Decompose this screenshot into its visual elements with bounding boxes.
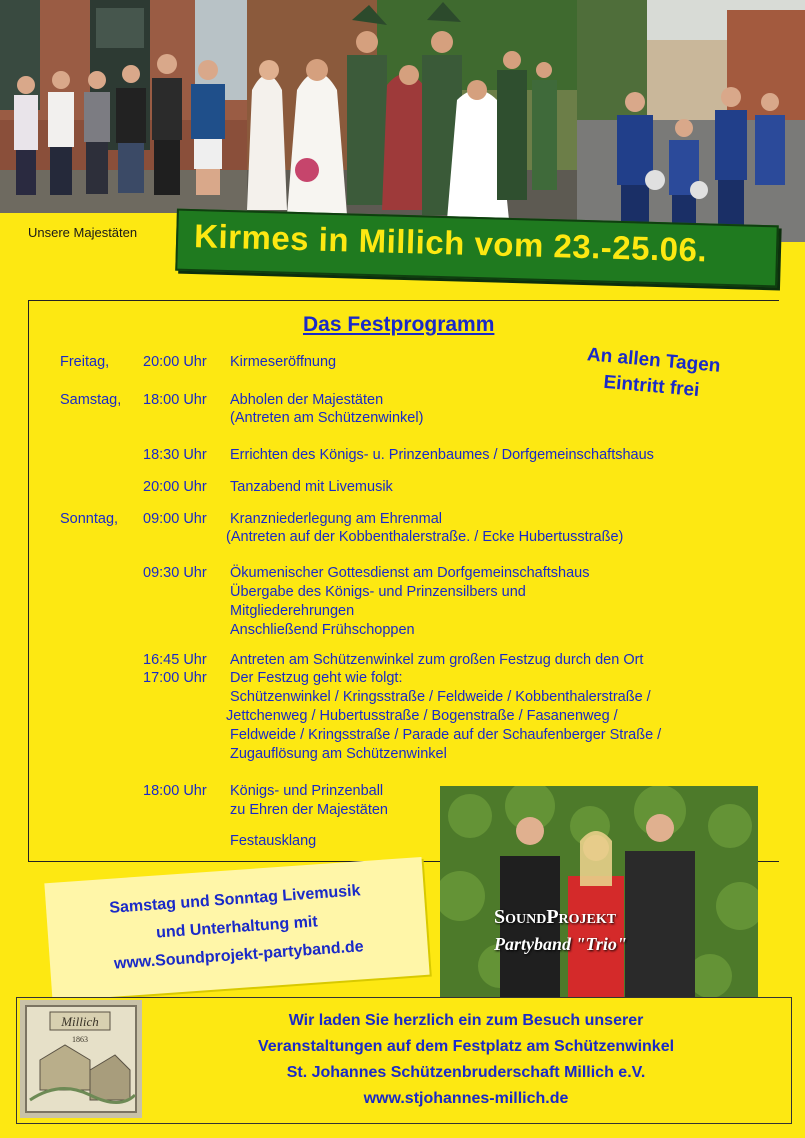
program-desc: Kranzniederlegung am Ehrenmal (230, 511, 442, 527)
program-desc: Kirmeseröffnung (230, 354, 337, 370)
program-desc-detail: zu Ehren der Majestäten (230, 802, 388, 818)
program-time: 20:00 Uhr (143, 479, 207, 495)
organizer-name: St. Johannes Schützenbruderschaft Millich e.V. (286, 1064, 646, 1081)
livemusic-line: Samstag und Sonntag Livemusik (108, 882, 362, 917)
band-name: SoundProjekt (494, 906, 617, 928)
program-desc: Der Festzug geht wie folgt: (230, 670, 403, 686)
free-entry-line: An allen Tagen (586, 344, 722, 377)
emblem-label: Millich (61, 1014, 99, 1029)
program-day: Freitag, (60, 354, 110, 370)
free-entry-line: Eintritt frei (602, 371, 701, 402)
parade-route: Zugauflösung am Schützenwinkel (230, 746, 447, 762)
brotherhood-emblem (20, 1000, 142, 1118)
program-desc: Tanzabend mit Livemusik (230, 479, 393, 495)
livemusic-box (44, 857, 429, 1001)
program-time: 20:00 Uhr (143, 354, 207, 370)
headline-title: Kirmes in Millich vom 23.-25.06. (193, 217, 708, 269)
parade-photo (577, 0, 805, 242)
program-time: 09:30 Uhr (143, 565, 207, 581)
majestaeten-photo (0, 0, 247, 213)
livemusic-text (45, 873, 428, 983)
livemusic-line: und Unterhaltung mit (155, 913, 319, 942)
majestaeten-caption: Unsere Majestäten (28, 225, 138, 240)
program-time: 17:00 Uhr (143, 670, 207, 686)
program-title: Das Festprogramm (303, 313, 495, 336)
program-desc: Antreten am Schützenwinkel zum großen Festzug durch den Ort (230, 652, 644, 668)
program-desc: Ökumenischer Gottesdienst am Dorfgemeinschaftshaus (230, 565, 590, 581)
program-desc-detail: (Antreten am Schützenwinkel) (230, 410, 424, 426)
program-time: 16:45 Uhr (143, 652, 207, 668)
program-desc: Abholen der Majestäten (230, 392, 384, 408)
invitation-line: Veranstaltungen auf dem Festplatz am Schützenwinkel (257, 1038, 675, 1055)
emblem-year: 1863 (72, 1035, 88, 1044)
invitation-line: Wir laden Sie herzlich ein zum Besuch unserer (288, 1012, 644, 1029)
program-day: Samstag, (60, 392, 122, 408)
program-time: 18:00 Uhr (143, 783, 207, 799)
parade-route: Feldweide / Kringsstraße / Parade auf der Schaufenberger Straße / (230, 727, 662, 743)
program-desc: Mitgliederehrungen (230, 603, 355, 619)
program-desc: Errichten des Königs- u. Prinzenbaumes / Dorfgemeinschaftshaus (230, 447, 654, 463)
band-website-link[interactable]: www.Soundprojekt-partyband.de (113, 938, 365, 973)
parade-route: Jettchenweg / Hubertusstraße / Bogenstraße / Fasanenweg / (226, 708, 618, 724)
organizer-website-link[interactable]: www.stjohannes-millich.de (363, 1090, 569, 1107)
program-desc: Anschließend Frühschoppen (230, 622, 415, 638)
band-subtitle: Partyband "Trio" (494, 934, 627, 954)
couples-photo (247, 0, 577, 222)
program-desc: Königs- und Prinzenball (230, 783, 384, 799)
program-desc: Übergabe des Königs- und Prinzensilbers und (230, 584, 526, 600)
program-desc: Festausklang (230, 833, 317, 849)
program-day: Sonntag, (60, 511, 119, 527)
program-time: 18:30 Uhr (143, 447, 207, 463)
program-time: 18:00 Uhr (143, 392, 207, 408)
program-time: 09:00 Uhr (143, 511, 207, 527)
band-photo (440, 786, 758, 998)
parade-route: Schützenwinkel / Kringsstraße / Feldweide / Kobbenthalerstraße / (230, 689, 651, 705)
program-desc-detail: (Antreten auf der Kobbenthalerstraße. / Ecke Hubertusstraße) (226, 529, 624, 545)
